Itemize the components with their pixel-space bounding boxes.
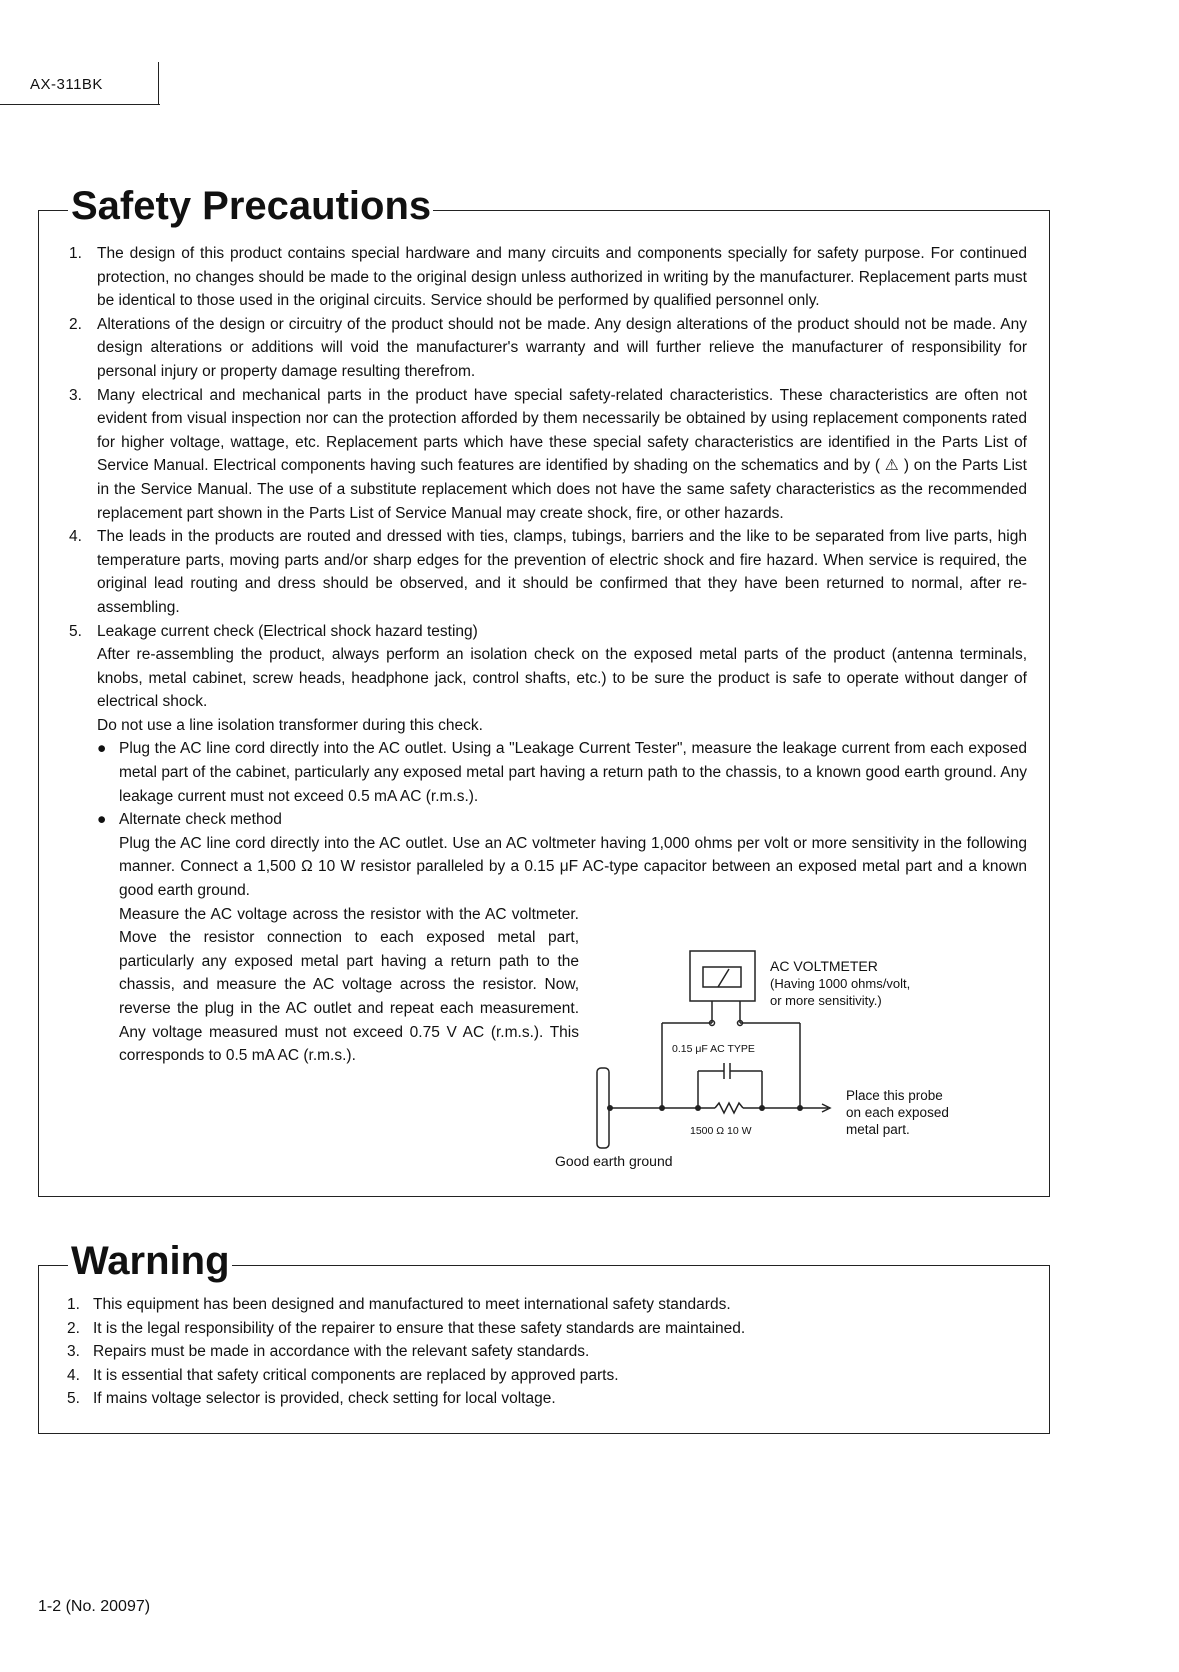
bullet-title: Alternate check method bbox=[119, 811, 282, 829]
list-item bbox=[69, 525, 1027, 619]
bullet-body bbox=[97, 832, 1027, 903]
bullet-item bbox=[97, 808, 1027, 832]
capacitor-label: 0.15 μF AC TYPE bbox=[672, 1043, 755, 1055]
warning-content bbox=[67, 1293, 1007, 1411]
item-text: Alterations of the design or circuitry of the product should not be made. Any design alterations of the product should not be made. Any design alterations or additions will void the manufacturer's warranty and will further relieve the manufacturer of responsibility for personal injury or property damage resulting therefrom. bbox=[97, 315, 1027, 380]
item-text: If mains voltage selector is provided, check setting for local voltage. bbox=[93, 1390, 556, 1408]
item-number: 4. bbox=[67, 1366, 80, 1384]
item-number: 5. bbox=[69, 622, 82, 640]
voltmeter-sublabel: (Having 1000 ohms/volt, bbox=[770, 976, 911, 991]
item-number: 1. bbox=[69, 245, 82, 262]
page-footer: 1-2 (No. 20097) bbox=[38, 1598, 151, 1615]
probe-label: Place this probe bbox=[846, 1088, 943, 1103]
list-item bbox=[67, 1364, 1007, 1388]
section-corner-rule bbox=[38, 1265, 68, 1266]
section-top-rule bbox=[232, 1265, 1050, 1266]
voltmeter-sublabel: or more sensitivity.) bbox=[770, 993, 882, 1008]
item-number: 2. bbox=[67, 1319, 80, 1337]
item-text: This equipment has been designed and manufactured to meet international safety standards. bbox=[93, 1296, 731, 1313]
item-text: It is the legal responsibility of the repairer to ensure that these safety standards are maintained. bbox=[93, 1319, 746, 1337]
item-number: 4. bbox=[69, 528, 82, 546]
bullet-icon: ● bbox=[97, 740, 107, 758]
header-rule-vertical bbox=[158, 62, 159, 105]
bullet-icon: ● bbox=[97, 811, 107, 829]
item-text: Many electrical and mechanical parts in the product have special safety-related characteristics. These characteristics are often not evident from visual inspection nor can the protection afforded by them necessarily be obtained by using replacement components rated for higher voltage, wattage, etc. Replacement parts which have these special safety characteristics are identified in the Parts List of Service Manual. Electrical components having such features are identified by shading on the schematics and by ( ⚠ ) on the Parts List in the Service Manual. The use of a substitute replacement which does not have the same safety characteristics as the recommended replacement part shown in the Parts List of Service Manual may create shock, fire, or other hazards. bbox=[97, 386, 1027, 522]
item-text: The leads in the products are routed and dressed with ties, clamps, tubings, barriers and the like to be separated from live parts, high temperature parts, moving parts and/or sharp edges for the prevention of electric shock and fire hazard. When service is required, the original lead routing and dress should be observed, and it should be confirmed that they have been returned to normal, after re-assembling. bbox=[97, 528, 1027, 616]
probe-label: on each exposed bbox=[846, 1105, 949, 1120]
list-item bbox=[69, 384, 1027, 526]
warning-section bbox=[38, 1239, 1050, 1434]
list-item bbox=[69, 620, 1027, 644]
bullet-item bbox=[97, 737, 1027, 808]
list-item bbox=[67, 1317, 1007, 1341]
item-number: 2. bbox=[69, 315, 82, 333]
item-text: The design of this product contains special hardware and many circuits and components specially for safety purpose. For continued protection, no changes should be made to the original design unless authorized in writing by the manufacturer. Replacement parts must be identical to those used in the original circuits. Service should be performed by qualified personnel only. bbox=[97, 245, 1027, 310]
list-item bbox=[69, 313, 1027, 384]
header-rule bbox=[0, 104, 160, 105]
item-text: It is essential that safety critical components are replaced by approved parts. bbox=[93, 1366, 619, 1384]
item-number: 1. bbox=[67, 1296, 80, 1313]
model-number: AX-311BK bbox=[30, 76, 103, 93]
section-title: Safety Precautions bbox=[71, 184, 432, 228]
item-text: Repairs must be made in accordance with the relevant safety standards. bbox=[93, 1343, 590, 1361]
paragraph: Do not use a line isolation transformer during this check. bbox=[97, 716, 483, 734]
item-number: 3. bbox=[67, 1343, 80, 1361]
list-item bbox=[67, 1293, 1007, 1317]
resistor-label: 1500 Ω 10 W bbox=[690, 1125, 752, 1137]
bullet-text: Plug the AC line cord directly into the AC outlet. Using a "Leakage Current Tester", measure the leakage current from each exposed metal part of the cabinet, particularly any exposed metal part having a return path to the chassis, to a known good earth ground. Any leakage current must not exceed 0.5 mA AC (r.m.s.). bbox=[119, 740, 1027, 805]
paragraph: After re-assembling the product, always perform an isolation check on the exposed metal parts of the product (antenna terminals, knobs, metal cabinet, screw heads, headphone jack, control shafts, etc.) to be sure the product is safe to operate without danger of electrical shock. bbox=[97, 646, 1027, 711]
safety-content bbox=[69, 242, 1027, 1068]
item-heading: Leakage current check (Electrical shock hazard testing) bbox=[97, 622, 478, 640]
voltmeter-label: AC VOLTMETER bbox=[770, 958, 878, 974]
paragraph: Measure the AC voltage across the resistor with the AC voltmeter. Move the resistor connection to each exposed metal part, particularly any exposed metal part having a return path to the chassis, and measure the AC voltage across the resistor. Now, reverse the plug in the AC outlet and repeat each measurement. Any voltage measured must not exceed 0.75 V AC (r.m.s.). This corresponds to 0.5 mA AC (r.m.s.). bbox=[119, 905, 579, 1065]
section-title: Warning bbox=[71, 1239, 230, 1283]
list-item bbox=[67, 1340, 1007, 1364]
ground-label: Good earth ground bbox=[555, 1153, 673, 1169]
section-top-rule bbox=[433, 210, 1050, 211]
leakage-test-circuit-diagram bbox=[555, 945, 1060, 1185]
item-number: 3. bbox=[69, 386, 82, 404]
bullet-text: Plug the AC line cord directly into the AC outlet. Use an AC voltmeter having 1,000 ohms per volt or more sensitivity in the following manner. Connect a 1,500 Ω 10 W resistor paralleled by a 0.15 μF AC-type capacitor between an exposed metal part and a known good earth ground. bbox=[119, 834, 1027, 900]
probe-label: metal part. bbox=[846, 1122, 910, 1137]
list-item bbox=[67, 1387, 1007, 1411]
list-item bbox=[69, 242, 1027, 313]
section-corner-rule bbox=[38, 210, 68, 211]
item-number: 5. bbox=[67, 1390, 80, 1408]
